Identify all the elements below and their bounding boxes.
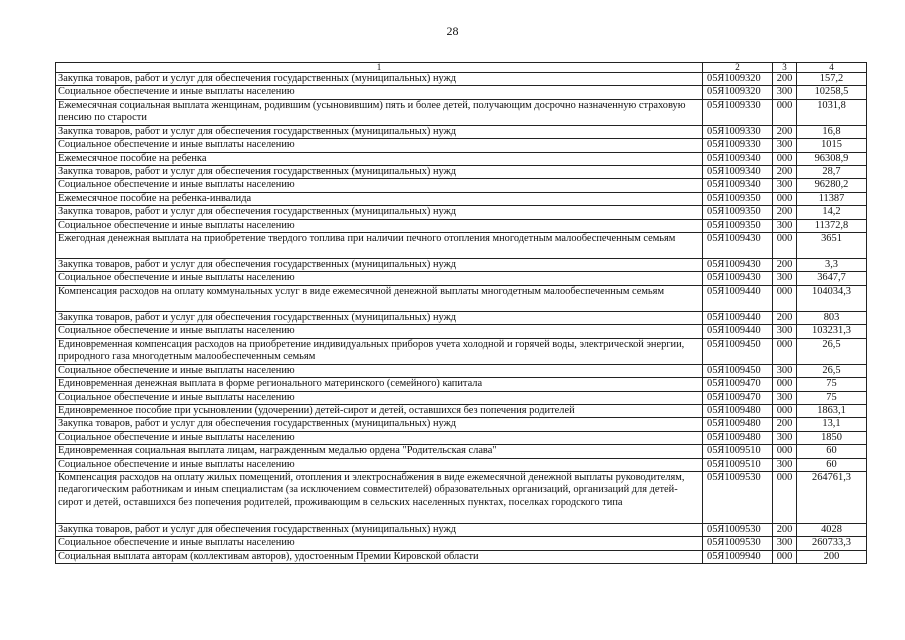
row-amount: 28,7	[797, 166, 867, 179]
row-amount: 11372,8	[797, 219, 867, 232]
table-row	[56, 391, 867, 404]
row-name: Социальное обеспечение и иные выплаты населению	[56, 139, 703, 152]
row-code: 05Я1009430	[703, 259, 773, 272]
row-amount: 14,2	[797, 206, 867, 219]
table-row	[56, 152, 867, 165]
row-code: 05Я1009340	[703, 152, 773, 165]
row-name: Закупка товаров, работ и услуг для обеспечения государственных (муниципальных) нужд	[56, 125, 703, 138]
row-amount: 13,1	[797, 418, 867, 431]
header-col-3: 3	[773, 63, 797, 73]
row-amount: 1863,1	[797, 404, 867, 417]
row-amount: 26,5	[797, 364, 867, 377]
row-code: 05Я1009450	[703, 338, 773, 364]
header-col-2: 2	[703, 63, 773, 73]
table-row	[56, 338, 867, 364]
row-name: Компенсация расходов на оплату жилых помещений, отопления и электроснабжения в виде ежемесячной денежной выплаты руководителям, педагогическим работникам и иным специалистам (за исключением совместителей) образовательных организаций, организаций для детей-сирот и детей, оставшихся без попечения родителей, проживающим в сельских населенных пунктах, поселках городского типа	[56, 471, 703, 523]
row-code: 05Я1009430	[703, 233, 773, 259]
row-code: 05Я1009480	[703, 431, 773, 444]
table-row	[56, 325, 867, 338]
row-amount: 803	[797, 311, 867, 324]
row-name: Социальное обеспечение и иные выплаты населению	[56, 219, 703, 232]
row-amount: 157,2	[797, 73, 867, 86]
page-number: 28	[446, 24, 459, 38]
row-amount: 75	[797, 391, 867, 404]
row-name: Социальное обеспечение и иные выплаты населению	[56, 431, 703, 444]
table-row	[56, 73, 867, 86]
table-row	[56, 311, 867, 324]
table-row	[56, 219, 867, 232]
table-row	[56, 378, 867, 391]
row-amount: 11387	[797, 192, 867, 205]
row-code: 05Я1009350	[703, 206, 773, 219]
row-code: 05Я1009530	[703, 471, 773, 523]
row-amount: 3651	[797, 233, 867, 259]
table-row	[56, 523, 867, 536]
row-code: 05Я1009440	[703, 311, 773, 324]
row-code: 05Я1009340	[703, 166, 773, 179]
row-name: Социальное обеспечение и иные выплаты населению	[56, 272, 703, 285]
row-code: 05Я1009510	[703, 458, 773, 471]
row-name: Закупка товаров, работ и услуг для обеспечения государственных (муниципальных) нужд	[56, 206, 703, 219]
header-row	[56, 63, 867, 73]
row-name: Закупка товаров, работ и услуг для обеспечения государственных (муниципальных) нужд	[56, 311, 703, 324]
table-row	[56, 206, 867, 219]
row-type-code: 000	[773, 550, 797, 563]
table-row	[56, 285, 867, 311]
row-type-code: 300	[773, 458, 797, 471]
row-code: 05Я1009330	[703, 139, 773, 152]
table-row	[56, 192, 867, 205]
row-name: Ежемесячная социальная выплата женщинам, родившим (усыновившим) пять и более детей, получающим досрочно назначенную страховую пенсию по старости	[56, 99, 703, 125]
row-name: Закупка товаров, работ и услуг для обеспечения государственных (муниципальных) нужд	[56, 259, 703, 272]
row-code: 05Я1009430	[703, 272, 773, 285]
row-type-code: 300	[773, 391, 797, 404]
table-row	[56, 404, 867, 417]
row-code: 05Я1009480	[703, 404, 773, 417]
table-row	[56, 431, 867, 444]
row-type-code: 300	[773, 537, 797, 550]
row-name: Закупка товаров, работ и услуг для обеспечения государственных (муниципальных) нужд	[56, 418, 703, 431]
row-type-code: 000	[773, 378, 797, 391]
row-type-code: 000	[773, 233, 797, 259]
row-code: 05Я1009440	[703, 325, 773, 338]
row-type-code: 200	[773, 73, 797, 86]
row-type-code: 200	[773, 166, 797, 179]
row-code: 05Я1009940	[703, 550, 773, 563]
table-row	[56, 233, 867, 259]
row-code: 05Я1009330	[703, 99, 773, 125]
header-col-1: 1	[56, 63, 703, 73]
row-name: Социальное обеспечение и иные выплаты населению	[56, 364, 703, 377]
row-type-code: 300	[773, 325, 797, 338]
row-amount: 1015	[797, 139, 867, 152]
row-code: 05Я1009480	[703, 418, 773, 431]
row-type-code: 000	[773, 99, 797, 125]
header-col-4: 4	[797, 63, 867, 73]
row-amount: 3,3	[797, 259, 867, 272]
row-type-code: 000	[773, 192, 797, 205]
row-code: 05Я1009340	[703, 179, 773, 192]
row-name: Закупка товаров, работ и услуг для обеспечения государственных (муниципальных) нужд	[56, 523, 703, 536]
row-amount: 75	[797, 378, 867, 391]
row-name: Социальное обеспечение и иные выплаты населению	[56, 458, 703, 471]
row-name: Закупка товаров, работ и услуг для обеспечения государственных (муниципальных) нужд	[56, 166, 703, 179]
row-name: Социальное обеспечение и иные выплаты населению	[56, 391, 703, 404]
row-amount: 96280,2	[797, 179, 867, 192]
row-name: Социальное обеспечение и иные выплаты населению	[56, 537, 703, 550]
table-row	[56, 179, 867, 192]
table-row	[56, 537, 867, 550]
row-name: Закупка товаров, работ и услуг для обеспечения государственных (муниципальных) нужд	[56, 73, 703, 86]
table-row	[56, 418, 867, 431]
row-amount: 16,8	[797, 125, 867, 138]
row-type-code: 300	[773, 272, 797, 285]
row-amount: 104034,3	[797, 285, 867, 311]
row-amount: 264761,3	[797, 471, 867, 523]
row-amount: 60	[797, 458, 867, 471]
row-type-code: 300	[773, 431, 797, 444]
row-type-code: 300	[773, 179, 797, 192]
row-type-code: 200	[773, 125, 797, 138]
row-name: Единовременная социальная выплата лицам, награжденным медалью ордена "Родительская слава"	[56, 445, 703, 458]
row-type-code: 000	[773, 152, 797, 165]
row-amount: 4028	[797, 523, 867, 536]
row-amount: 200	[797, 550, 867, 563]
row-type-code: 200	[773, 418, 797, 431]
row-amount: 26,5	[797, 338, 867, 364]
row-type-code: 200	[773, 206, 797, 219]
table-row	[56, 125, 867, 138]
row-code: 05Я1009440	[703, 285, 773, 311]
row-code: 05Я1009510	[703, 445, 773, 458]
row-amount: 103231,3	[797, 325, 867, 338]
row-name: Единовременная компенсация расходов на приобретение индивидуальных приборов учета холодной и горячей воды, электрической энергии, природного газа многодетным малообеспеченным семьям	[56, 338, 703, 364]
row-code: 05Я1009350	[703, 192, 773, 205]
table-row	[56, 272, 867, 285]
table-row	[56, 99, 867, 125]
row-type-code: 000	[773, 285, 797, 311]
row-code: 05Я1009320	[703, 86, 773, 99]
row-type-code: 300	[773, 364, 797, 377]
row-code: 05Я1009320	[703, 73, 773, 86]
row-code: 05Я1009450	[703, 364, 773, 377]
row-amount: 260733,3	[797, 537, 867, 550]
row-name: Социальная выплата авторам (коллективам авторов), удостоенным Премии Кировской области	[56, 550, 703, 563]
budget-table	[55, 62, 867, 564]
row-type-code: 300	[773, 86, 797, 99]
row-code: 05Я1009470	[703, 378, 773, 391]
row-amount: 60	[797, 445, 867, 458]
table-row	[56, 364, 867, 377]
row-name: Единовременное пособие при усыновлении (удочерении) детей-сирот и детей, оставшихся без попечения родителей	[56, 404, 703, 417]
row-name: Ежемесячное пособие на ребенка-инвалида	[56, 192, 703, 205]
row-code: 05Я1009530	[703, 523, 773, 536]
table-row	[56, 166, 867, 179]
row-type-code: 000	[773, 445, 797, 458]
table-row	[56, 471, 867, 523]
row-type-code: 200	[773, 259, 797, 272]
row-name: Ежемесячное пособие на ребенка	[56, 152, 703, 165]
row-name: Социальное обеспечение и иные выплаты населению	[56, 325, 703, 338]
row-code: 05Я1009350	[703, 219, 773, 232]
row-name: Компенсация расходов на оплату коммунальных услуг в виде ежемесячной денежной выплаты многодетным малообеспеченным семьям	[56, 285, 703, 311]
table-row	[56, 259, 867, 272]
row-amount: 10258,5	[797, 86, 867, 99]
row-amount: 1031,8	[797, 99, 867, 125]
row-code: 05Я1009330	[703, 125, 773, 138]
row-type-code: 300	[773, 139, 797, 152]
row-amount: 96308,9	[797, 152, 867, 165]
row-type-code: 000	[773, 471, 797, 523]
row-name: Социальное обеспечение и иные выплаты населению	[56, 179, 703, 192]
row-name: Ежегодная денежная выплата на приобретение твердого топлива при наличии печного отопления многодетным малообеспеченным семьям	[56, 233, 703, 259]
row-type-code: 000	[773, 338, 797, 364]
row-amount: 1850	[797, 431, 867, 444]
row-code: 05Я1009530	[703, 537, 773, 550]
table-row	[56, 445, 867, 458]
row-type-code: 000	[773, 404, 797, 417]
table-row	[56, 86, 867, 99]
row-type-code: 300	[773, 219, 797, 232]
table-row	[56, 139, 867, 152]
row-name: Единовременная денежная выплата в форме регионального материнского (семейного) капитала	[56, 378, 703, 391]
table-row	[56, 550, 867, 563]
row-type-code: 200	[773, 523, 797, 536]
row-name: Социальное обеспечение и иные выплаты населению	[56, 86, 703, 99]
row-amount: 3647,7	[797, 272, 867, 285]
row-code: 05Я1009470	[703, 391, 773, 404]
row-type-code: 200	[773, 311, 797, 324]
table-row	[56, 458, 867, 471]
